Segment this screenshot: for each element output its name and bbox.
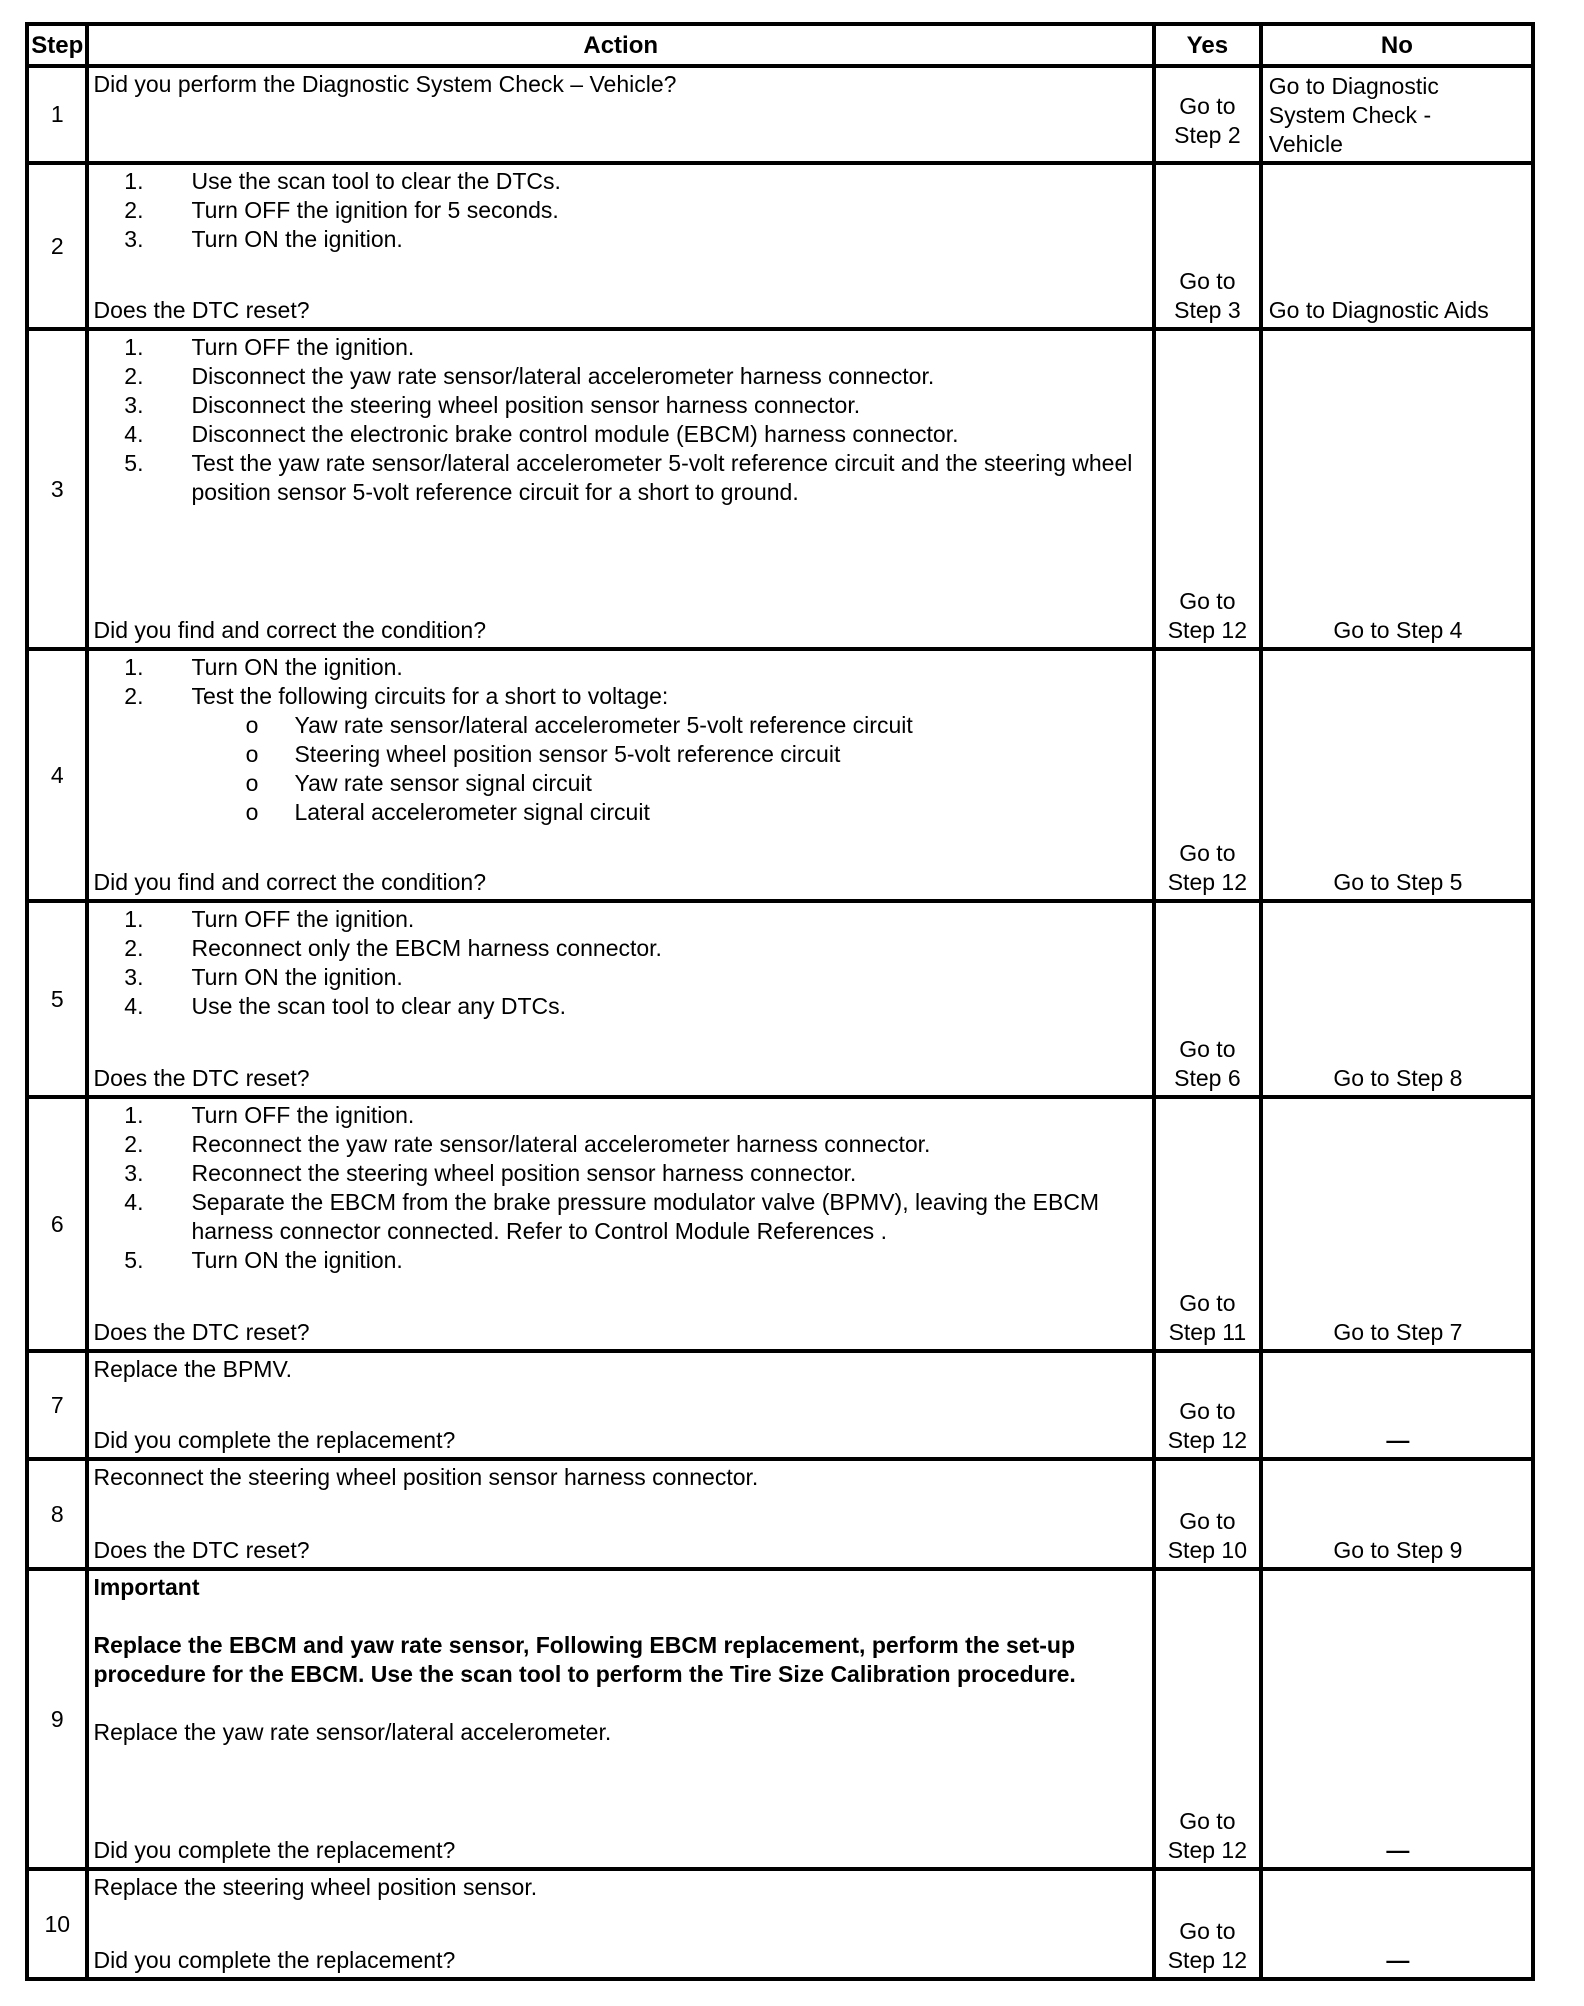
list-item: 1. Use the scan tool to clear the DTCs. — [124, 168, 561, 194]
list-item: 2. Turn OFF the ignition for 5 seconds. — [124, 197, 559, 223]
list-item: 1. Turn ON the ignition. — [124, 654, 403, 680]
yes-cell — [1154, 649, 1261, 901]
list-item: 1. Turn OFF the ignition. — [124, 334, 415, 360]
no-text: — — [1386, 1427, 1410, 1453]
yes-cell — [1154, 1459, 1261, 1569]
action-cell — [87, 66, 1153, 163]
action-question: Did you perform the Diagnostic System Check – Vehicle? — [93, 71, 677, 97]
yes-line-2: Step 12 — [1167, 1427, 1248, 1453]
step-number: 2 — [27, 163, 87, 329]
table-row-step-1 — [27, 66, 1533, 163]
list-item: 1. Turn OFF the ignition. — [124, 906, 415, 932]
action-cell — [87, 163, 1153, 329]
step-number: 4 — [27, 649, 87, 901]
table-row-step-8 — [27, 1459, 1533, 1569]
no-text: Go to Step 8 — [1333, 1065, 1463, 1091]
yes-line-2: Step 12 — [1167, 1837, 1248, 1863]
yes-line-1: Go to — [1179, 1918, 1236, 1944]
no-line-2: System Check - — [1268, 102, 1432, 128]
action-question: Does the DTC reset? — [93, 1537, 310, 1563]
action-cell — [87, 1569, 1153, 1869]
yes-cell — [1154, 901, 1261, 1097]
header-action: Action — [87, 24, 1153, 66]
list-item: 3. Turn ON the ignition. — [124, 964, 403, 990]
no-line-3: Vehicle — [1268, 131, 1343, 157]
circuit-list — [93, 711, 1145, 827]
table-row-step-5 — [27, 901, 1533, 1097]
action-question: Did you complete the replacement? — [93, 1837, 456, 1863]
no-text: — — [1386, 1947, 1410, 1973]
no-text: Go to Step 5 — [1333, 869, 1463, 895]
yes-line-1: Go to — [1179, 1398, 1236, 1424]
list-item: 2. Reconnect the yaw rate sensor/lateral accelerometer harness connector. — [124, 1131, 931, 1157]
no-text: Go to Step 7 — [1333, 1319, 1463, 1345]
yes-cell — [1154, 163, 1261, 329]
yes-cell — [1154, 1869, 1261, 1979]
action-steps — [93, 333, 1145, 507]
important-label: Important — [93, 1574, 200, 1600]
important-text: Replace the EBCM and yaw rate sensor, Following EBCM replacement, perform the set-up procedure for the EBCM. Use the scan tool to perform the Tire Size Calibration procedure. — [93, 1632, 1076, 1687]
action-instruction: Replace the steering wheel position sensor. — [93, 1874, 538, 1900]
step-number: 5 — [27, 901, 87, 1097]
action-cell — [87, 1869, 1153, 1979]
list-item: 5. Turn ON the ignition. — [124, 1247, 403, 1273]
header-yes: Yes — [1154, 24, 1261, 66]
yes-line-1: Go to — [1179, 1290, 1236, 1316]
action-question: Did you find and correct the condition? — [93, 617, 486, 643]
list-item: 1. Turn OFF the ignition. — [124, 1102, 415, 1128]
action-steps — [93, 905, 1145, 1021]
yes-line-1: Go to — [1179, 1508, 1236, 1534]
list-item: o Yaw rate sensor signal circuit — [245, 770, 592, 796]
yes-line-2: Step 3 — [1174, 297, 1241, 323]
action-cell — [87, 329, 1153, 649]
table-row-step-10 — [27, 1869, 1533, 1979]
step-number: 1 — [27, 66, 87, 163]
action-steps — [93, 167, 1145, 254]
no-cell — [1261, 66, 1533, 163]
yes-line-2: Step 6 — [1174, 1065, 1241, 1091]
table-row-step-6 — [27, 1097, 1533, 1351]
action-question: Does the DTC reset? — [93, 1319, 310, 1345]
action-question: Does the DTC reset? — [93, 1065, 310, 1091]
list-item: 4. Disconnect the electronic brake control module (EBCM) harness connector. — [124, 421, 959, 447]
action-cell — [87, 901, 1153, 1097]
table-row-step-4 — [27, 649, 1533, 901]
yes-line-2: Step 2 — [1174, 121, 1241, 148]
list-item: 2. Disconnect the yaw rate sensor/lateral accelerometer harness connector. — [124, 363, 935, 389]
table-row-step-7 — [27, 1351, 1533, 1459]
yes-line-1: Go to — [1179, 268, 1236, 294]
yes-line-2: Step 11 — [1168, 1319, 1247, 1345]
action-cell — [87, 1097, 1153, 1351]
table-row-step-2 — [27, 163, 1533, 329]
yes-line-1: Go to — [1179, 840, 1236, 866]
action-question: Did you find and correct the condition? — [93, 869, 486, 895]
yes-cell — [1154, 329, 1261, 649]
no-cell — [1261, 1459, 1533, 1569]
yes-line-1: Go to — [1179, 92, 1236, 119]
no-cell — [1261, 1351, 1533, 1459]
list-item: 3. Turn ON the ignition. — [124, 226, 403, 252]
no-cell — [1261, 1097, 1533, 1351]
list-item: o Lateral accelerometer signal circuit — [245, 799, 650, 825]
step-number: 3 — [27, 329, 87, 649]
no-text: Go to Step 4 — [1333, 617, 1463, 643]
diagnostic-table-container — [25, 22, 1535, 1981]
no-line-1: Go to Diagnostic — [1268, 73, 1439, 99]
yes-cell — [1154, 1097, 1261, 1351]
yes-line-1: Go to — [1179, 1036, 1236, 1062]
table-row-step-3 — [27, 329, 1533, 649]
action-cell — [87, 1459, 1153, 1569]
no-text: Go to Diagnostic Aids — [1268, 297, 1489, 323]
list-item: 2. Test the following circuits for a short to voltage: — [124, 683, 669, 709]
header-no: No — [1261, 24, 1533, 66]
yes-cell — [1154, 66, 1261, 163]
list-item: 4. Separate the EBCM from the brake pressure modulator valve (BPMV), leaving the EBCM harness connector connected. Refer to Control Module References . — [124, 1189, 1100, 1244]
action-steps — [93, 653, 1145, 711]
action-instruction: Reconnect the steering wheel position sensor harness connector. — [93, 1464, 759, 1490]
step-number: 7 — [27, 1351, 87, 1459]
header-step: Step — [27, 24, 87, 66]
action-cell — [87, 649, 1153, 901]
list-item: 2. Reconnect only the EBCM harness connector. — [124, 935, 662, 961]
yes-cell — [1154, 1569, 1261, 1869]
no-text: — — [1386, 1837, 1410, 1863]
yes-line-2: Step 12 — [1167, 1947, 1248, 1973]
no-cell — [1261, 329, 1533, 649]
step-number: 9 — [27, 1569, 87, 1869]
yes-line-1: Go to — [1179, 1808, 1236, 1834]
action-instruction: Replace the BPMV. — [93, 1356, 293, 1382]
action-cell — [87, 1351, 1153, 1459]
list-item: o Yaw rate sensor/lateral accelerometer 5-volt reference circuit — [245, 712, 913, 738]
yes-line-2: Step 12 — [1167, 869, 1248, 895]
list-item: 5. Test the yaw rate sensor/lateral accelerometer 5-volt reference circuit and the steering wheel position sensor 5-volt reference circuit for a short to ground. — [124, 450, 1133, 505]
step-number: 10 — [27, 1869, 87, 1979]
step-number: 8 — [27, 1459, 87, 1569]
no-cell — [1261, 163, 1533, 329]
diagnostic-table — [25, 22, 1535, 1981]
no-text: Go to Step 9 — [1333, 1537, 1463, 1563]
action-question: Does the DTC reset? — [93, 297, 310, 323]
step-number: 6 — [27, 1097, 87, 1351]
action-instruction: Replace the yaw rate sensor/lateral accelerometer. — [93, 1719, 612, 1745]
list-item: 3. Disconnect the steering wheel position sensor harness connector. — [124, 392, 861, 418]
header-row — [27, 24, 1533, 66]
list-item: 4. Use the scan tool to clear any DTCs. — [124, 993, 567, 1019]
no-cell — [1261, 1869, 1533, 1979]
yes-line-1: Go to — [1179, 588, 1236, 614]
list-item: 3. Reconnect the steering wheel position sensor harness connector. — [124, 1160, 857, 1186]
action-question: Did you complete the replacement? — [93, 1947, 456, 1973]
action-steps — [93, 1101, 1145, 1275]
list-item: o Steering wheel position sensor 5-volt reference circuit — [245, 741, 841, 767]
no-cell — [1261, 1569, 1533, 1869]
table-row-step-9 — [27, 1569, 1533, 1869]
yes-line-2: Step 12 — [1167, 617, 1248, 643]
action-question: Did you complete the replacement? — [93, 1427, 456, 1453]
no-cell — [1261, 901, 1533, 1097]
yes-line-2: Step 10 — [1167, 1537, 1248, 1563]
no-cell — [1261, 649, 1533, 901]
yes-cell — [1154, 1351, 1261, 1459]
